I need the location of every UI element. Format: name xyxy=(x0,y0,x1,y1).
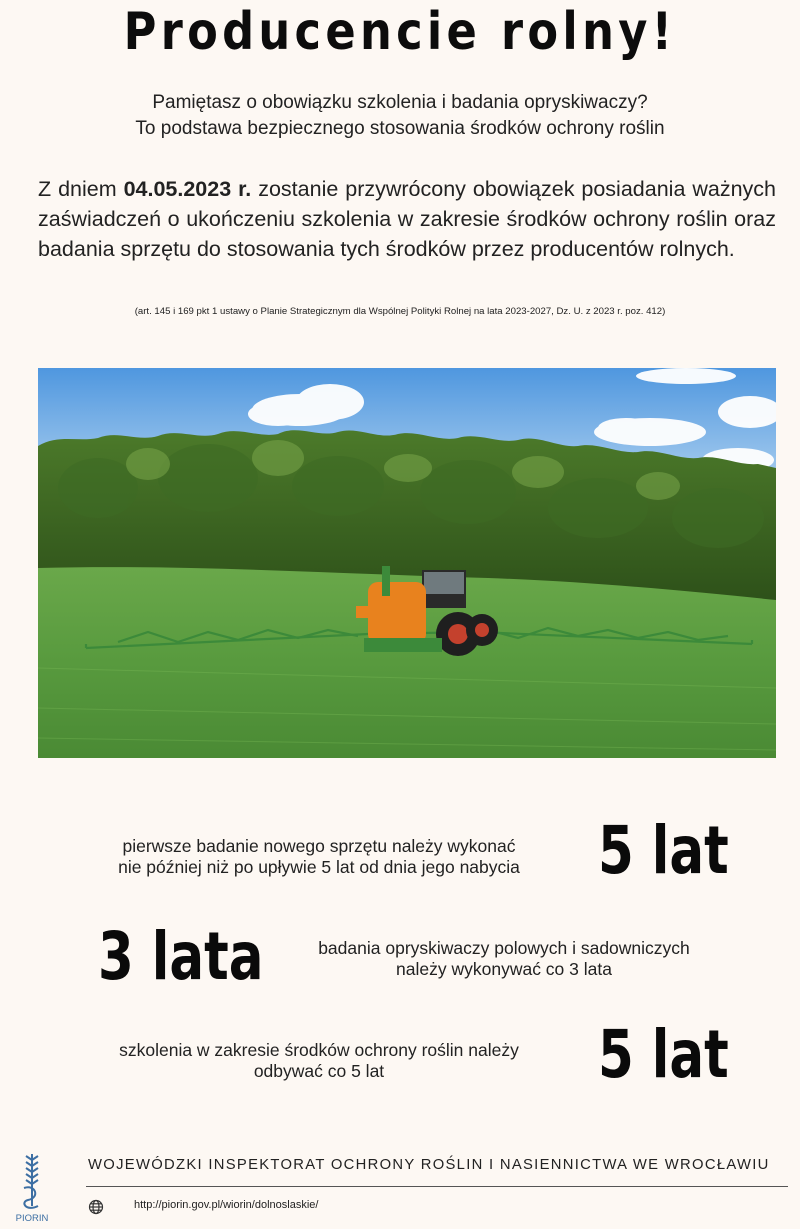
fact-3-line-1: szkolenia w zakresie środków ochrony roślin należy xyxy=(119,1040,519,1060)
announcement-prefix: Z dniem xyxy=(38,177,124,201)
poster-title: Producencie rolny! xyxy=(123,2,677,62)
fact-1-line-2: nie później niż po upływie 5 lat od dnia jego nabycia xyxy=(118,857,520,877)
announcement-text xyxy=(38,174,776,264)
fact-1-description xyxy=(76,836,562,878)
fact-1-line-1: pierwsze badanie nowego sprzętu należy wykonać xyxy=(122,836,516,856)
website-link[interactable]: http://piorin.gov.pl/wiorin/dolnoslaskie/ xyxy=(134,1199,319,1211)
fact-3-line-2: odbywać co 5 lat xyxy=(253,1061,385,1081)
institution-name: WOJEWÓDZKI INSPEKTORAT OCHRONY ROŚLIN I NASIENNICTWA WE WROCŁAWIU xyxy=(88,1157,770,1173)
logo-text: PIORIN xyxy=(16,1213,48,1224)
subtitle-line-1: Pamiętasz o obowiązku szkolenia i badania opryskiwaczy? xyxy=(152,92,648,113)
tractor-sprayer-photo xyxy=(38,368,776,758)
legal-reference: (art. 145 i 169 pkt 1 ustawy o Planie Strategicznym dla Wspólnej Polityki Rolnej na lata 2023-2027, Dz. U. z 2023 r. poz. 412) xyxy=(134,306,666,317)
announcement-body: zostanie przywrócony obowiązek posiadania ważnych zaświadczeń o ukończeniu szkolenia w zakresie środków ochrony roślin oraz badania sprzętu do stosowania tych środków przez producentów rolnych. xyxy=(38,177,776,261)
globe-icon xyxy=(88,1199,104,1215)
piorin-logo xyxy=(16,1150,48,1226)
fact-2-description xyxy=(284,938,724,980)
fact-3-value: 5 lat xyxy=(598,1016,729,1093)
footer-divider xyxy=(86,1186,788,1187)
fact-1-value: 5 lat xyxy=(598,812,729,889)
subtitle xyxy=(0,90,800,142)
fact-3-description xyxy=(76,1040,562,1082)
fact-2-line-1: badania opryskiwaczy polowych i sadowniczych xyxy=(318,938,690,958)
fact-2-line-2: należy wykonywać co 3 lata xyxy=(396,959,612,979)
fact-2-value: 3 lata xyxy=(98,918,264,995)
subtitle-line-2: To podstawa bezpiecznego stosowania środków ochrony roślin xyxy=(135,118,665,139)
announcement-date: 04.05.2023 r. xyxy=(123,177,252,201)
